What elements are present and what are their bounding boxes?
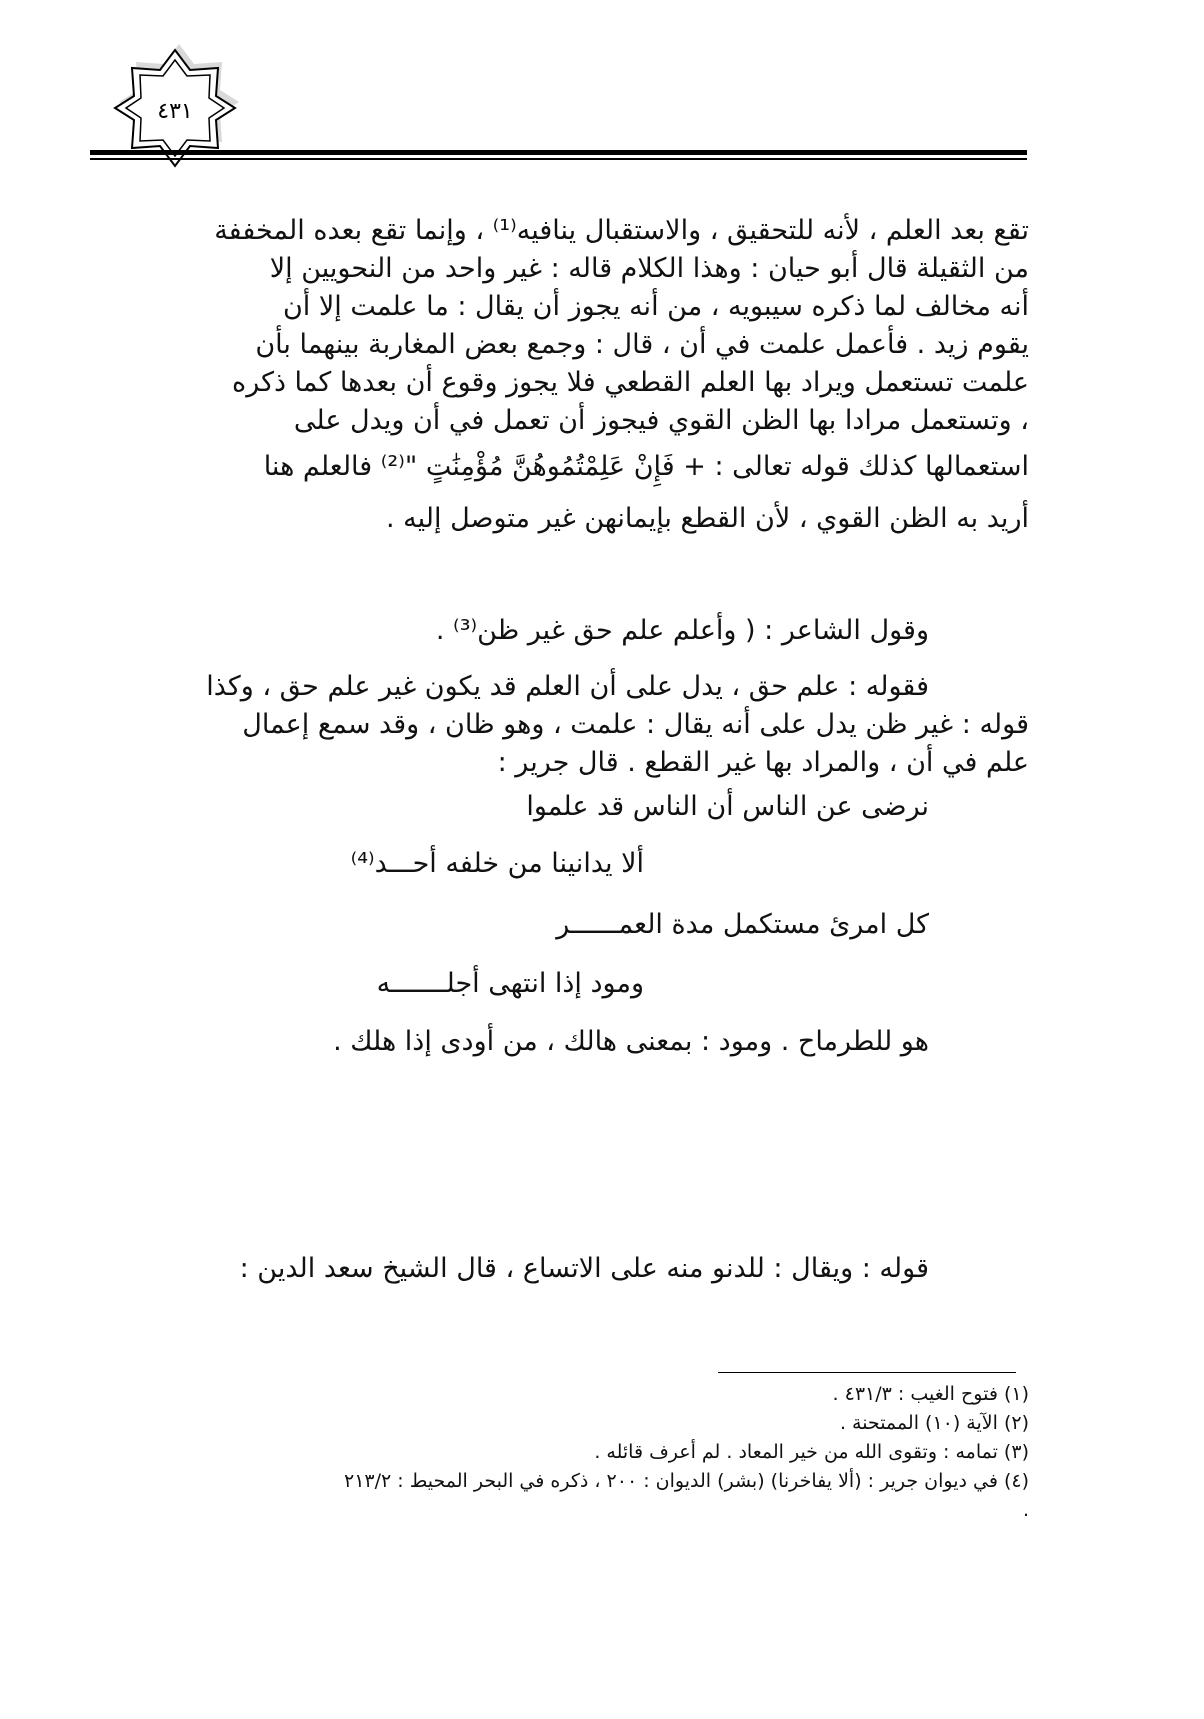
footnote-4: (٤) في ديوان جرير : (ألا يفاخرنا) (بشر) الديوان : ٢٠٠ ، ذكره في البحر المحيط : ٢١٣/٢ (344, 1470, 1029, 1492)
main-paragraph (148, 212, 1029, 538)
header-rule-thin (90, 158, 1027, 160)
text-line: ، وتستعمل مرادا بها الظن القوي فيجوز أن تعمل في أن ويدل على (293, 405, 1029, 436)
text-line: علم في أن ، والمراد بها غير القطع . قال جرير : (497, 747, 1029, 778)
footnote-1: (١) فتوح الغيب : ٤٣١/٣ . (832, 1383, 1029, 1405)
text-line: أريد به الظن القوي ، لأن القطع بإيمانهن غير متوصل إليه . (385, 503, 1029, 534)
quran-line: استعمالها كذلك قوله تعالى : + فَإِنْ عَلِمْتُمُوهُنَّ مُؤْمِنَٰتٍ "⁽²⁾ فالعلم هنا (263, 451, 1029, 482)
text-line: فقوله : علم حق ، يدل على أن العلم قد يكون غير علم حق ، وكذا (206, 671, 929, 702)
second-paragraph (148, 668, 1029, 782)
verse-2: ألا يدانينا من خلفه أحـــد⁽⁴⁾ (350, 848, 644, 879)
text-line: من الثقيلة قال أبو حيان : وهذا الكلام قاله : غير واحد من النحويين إلا (269, 253, 1029, 284)
text-line: قوله : غير ظن يدل على أنه يقال : علمت ، وهو ظان ، وقد سمع إعمال (242, 709, 1029, 740)
verse-4: ومود إذا انتهى أجلـــــــه (376, 968, 644, 999)
footnote-3: (٣) تمامه : وتقوى الله من خير المعاد . لم أعرف قائله . (594, 1441, 1029, 1463)
text-line: أنه مخالف لما ذكره سيبويه ، من أنه يجوز أن يقال : ما علمت إلا أن (282, 291, 1029, 322)
footnote-4-continuation: . (1022, 1499, 1029, 1521)
text-line: يقوم زيد . فأعمل علمت في أن ، قال : وجمع بعض المغاربة بينهما بأن (255, 329, 1029, 360)
footnote-2: (٢) الآية (١٠) الممتحنة . (839, 1412, 1029, 1434)
text-line: علمت تستعمل ويراد بها العلم القطعي فلا يجوز وقوع أن بعدها كما ذكره (232, 367, 1029, 398)
verse-3: كل امرئ مستكمل مدة العمــــــر (556, 909, 929, 940)
attribution-line: هو للطرماح . ومود : بمعنى هالك ، من أودى إذا هلك . (333, 1026, 929, 1057)
footnote-rule (718, 1372, 1016, 1373)
text-line: تقع بعد العلم ، لأنه للتحقيق ، والاستقبال ينافيه⁽¹⁾ ، وإنما تقع بعده المخففة (214, 215, 1029, 246)
closing-line: قوله : ويقال : للدنو منه على الاتساع ، قال الشيخ سعد الدين : (239, 1253, 929, 1284)
poet-quote-line: وقول الشاعر : ( وأعلم علم حق غير ظن⁽³⁾ . (435, 615, 929, 646)
page-number: ٤٣١ (157, 99, 193, 124)
verse-1: نرضى عن الناس أن الناس قد علموا (526, 791, 929, 822)
header-rule-thick (90, 150, 1027, 155)
